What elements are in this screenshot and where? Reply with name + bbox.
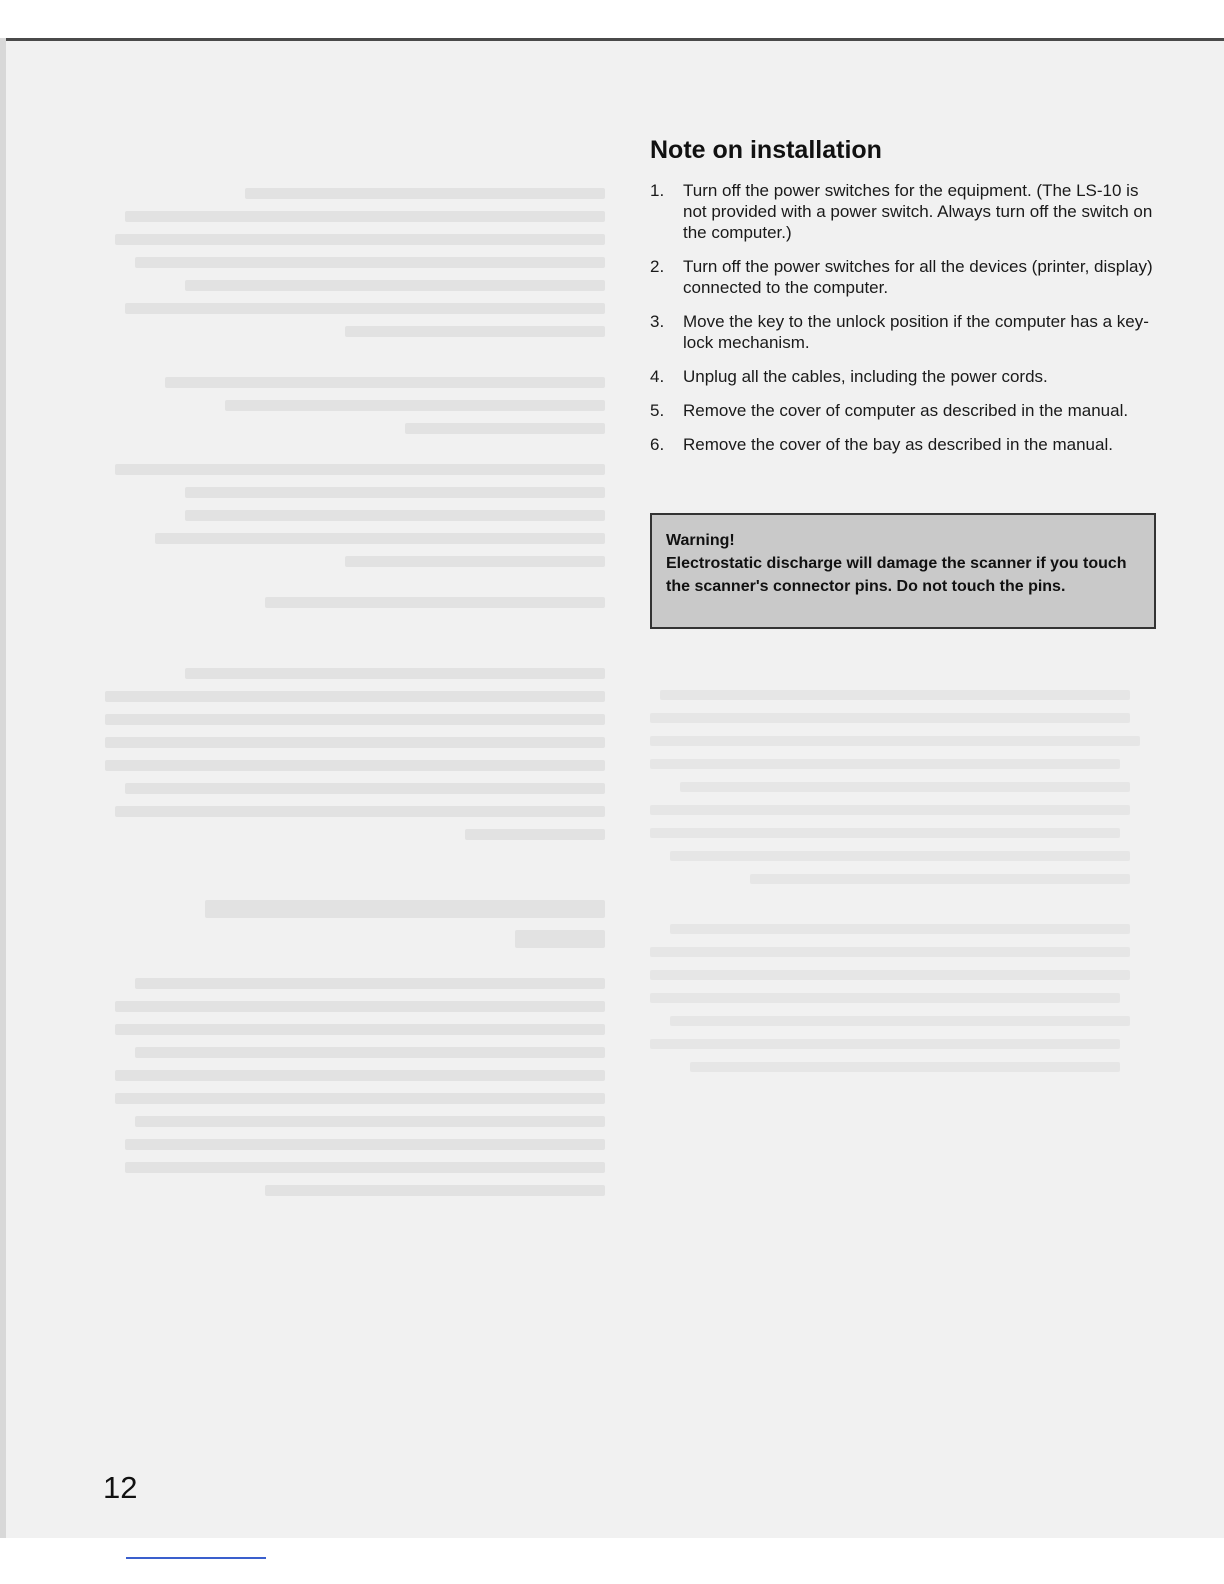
list-item [650, 180, 1160, 243]
bleed-through-right-column [650, 690, 1140, 1085]
warning-heading: Warning! [666, 532, 735, 549]
list-item [650, 366, 1160, 387]
step-text: Remove the cover of computer as described in the manual. [683, 401, 1129, 420]
list-item [650, 311, 1160, 353]
scan-left-edge [0, 38, 6, 1538]
list-item [650, 434, 1160, 455]
top-rule [0, 38, 1224, 41]
list-item [650, 400, 1160, 421]
step-text: Turn off the power switches for all the devices (printer, display) connected to the computer. [683, 257, 1153, 297]
step-number: 6. [650, 435, 665, 454]
step-text: Move the key to the unlock position if the computer has a key-lock mechanism. [683, 312, 1149, 352]
bottom-blue-rule [126, 1557, 266, 1559]
page-number: 12 [103, 1470, 138, 1505]
step-text: Remove the cover of the bay as described in the manual. [683, 435, 1113, 454]
warning-box [650, 513, 1156, 629]
bleed-through-left-column [105, 140, 605, 1208]
step-number: 1. [650, 181, 665, 200]
step-number: 2. [650, 257, 665, 276]
step-text: Unplug all the cables, including the power cords. [683, 367, 1048, 386]
bottom-margin [0, 1538, 1224, 1584]
step-text: Turn off the power switches for the equipment. (The LS-10 is not provided with a power switch. Always turn off the switch on the computer.) [683, 181, 1153, 242]
step-number: 3. [650, 312, 665, 331]
warning-body: Electrostatic discharge will damage the scanner if you touch the scanner's connector pins. Do not touch the pins. [666, 555, 1127, 595]
installation-steps-list [650, 180, 1160, 455]
step-number: 5. [650, 401, 665, 420]
list-item [650, 256, 1160, 298]
section-title: Note on installation [650, 136, 882, 164]
step-number: 4. [650, 367, 665, 386]
installation-note-section [650, 136, 1160, 468]
